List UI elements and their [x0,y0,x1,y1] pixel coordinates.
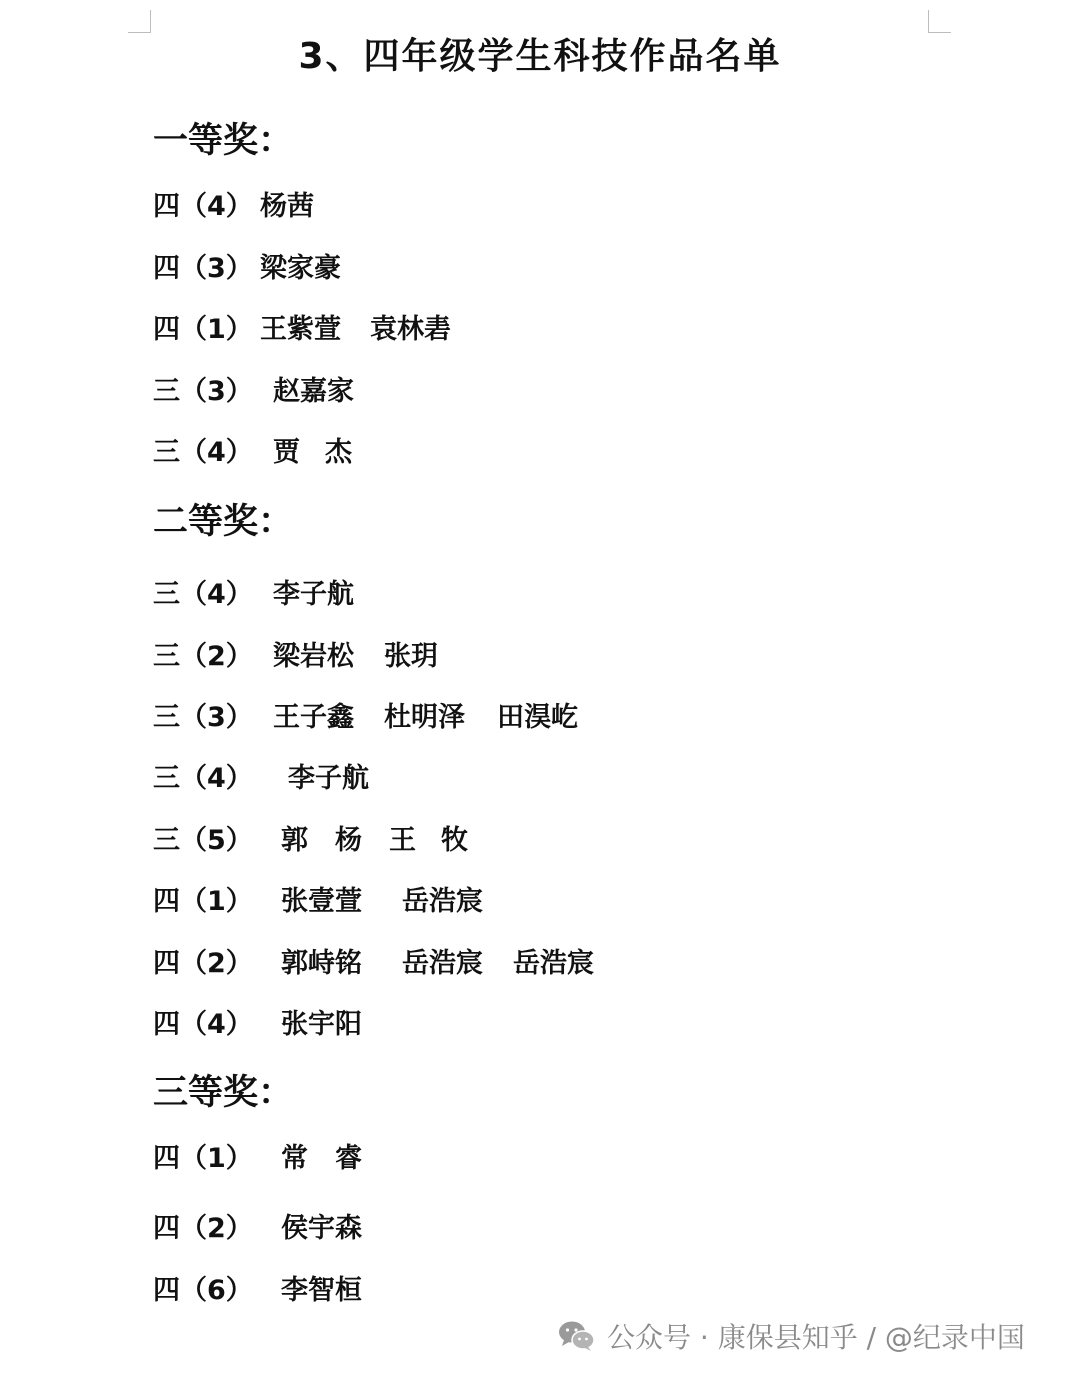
student-name: 常 [281,1143,308,1174]
class-label: 三（4） [153,437,253,468]
class-label: 三（3） [153,376,253,407]
student-name: 田淏屹 [497,702,578,733]
class-label: 四（2） [153,1213,253,1244]
class-label: 四（4） [153,191,253,222]
class-label: 四（2） [153,948,253,979]
student-name: 王紫萱 [260,314,341,345]
class-label: 三（3） [153,702,253,733]
student-name: 贾 [273,437,300,468]
student-name: 侯宇森 [281,1213,362,1244]
class-label: 三（2） [153,641,253,672]
class-label: 四（1） [153,1143,253,1174]
student-name: 李智桓 [281,1275,362,1306]
student-name: 杜明泽 [384,702,465,733]
student-name: 岳浩宸 [402,948,483,979]
student-name: 牧 [441,825,468,856]
student-name: 王 [389,825,416,856]
student-name: 杨 [335,825,362,856]
student-name: 郭 [281,825,308,856]
student-name: 王子鑫 [273,702,354,733]
section-heading-third-prize: 三等奖： [153,1073,294,1113]
watermark-footer [557,1316,1025,1356]
student-name: 张玥 [384,641,438,672]
student-name: 梁家豪 [260,253,341,284]
student-name: 李子航 [273,579,354,610]
class-label: 三（5） [153,825,253,856]
student-name: 岳浩宸 [513,948,594,979]
class-label: 四（4） [153,1009,253,1040]
student-name: 梁岩松 [273,641,354,672]
class-label: 四（3） [153,253,253,284]
student-name: 袁林砉 [370,314,451,345]
wechat-icon [557,1319,597,1353]
student-name: 杨茜 [260,191,314,222]
student-name: 张壹萱 [281,886,362,917]
section-heading-second-prize: 二等奖： [153,502,294,542]
class-label: 四（6） [153,1275,253,1306]
student-name: 睿 [335,1143,362,1174]
student-name: 郭峙铭 [281,948,362,979]
student-name: 李子航 [288,763,369,794]
student-name: 张宇阳 [281,1009,362,1040]
class-label: 四（1） [153,886,253,917]
page-title: 3、四年级学生科技作品名单 [298,36,782,77]
student-name: 岳浩宸 [402,886,483,917]
section-heading-first-prize: 一等奖： [153,121,294,161]
class-label: 三（4） [153,579,253,610]
class-label: 三（4） [153,763,253,794]
student-name: 赵嘉家 [273,376,354,407]
class-label: 四（1） [153,314,253,345]
watermark-text: 公众号 · 康保县知乎 / @纪录中国 [607,1321,1025,1354]
student-name: 杰 [325,437,352,468]
